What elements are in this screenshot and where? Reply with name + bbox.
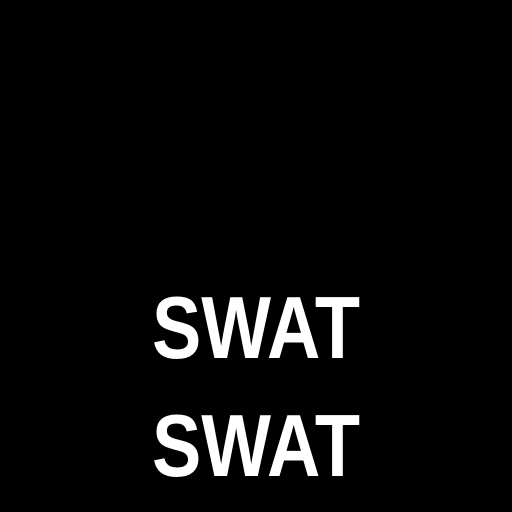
text-line-1: [0, 278, 512, 377]
swat-text-top: SWAT: [151, 278, 361, 377]
swat-text-bottom: SWAT: [151, 396, 361, 495]
text-line-2: [0, 396, 512, 495]
